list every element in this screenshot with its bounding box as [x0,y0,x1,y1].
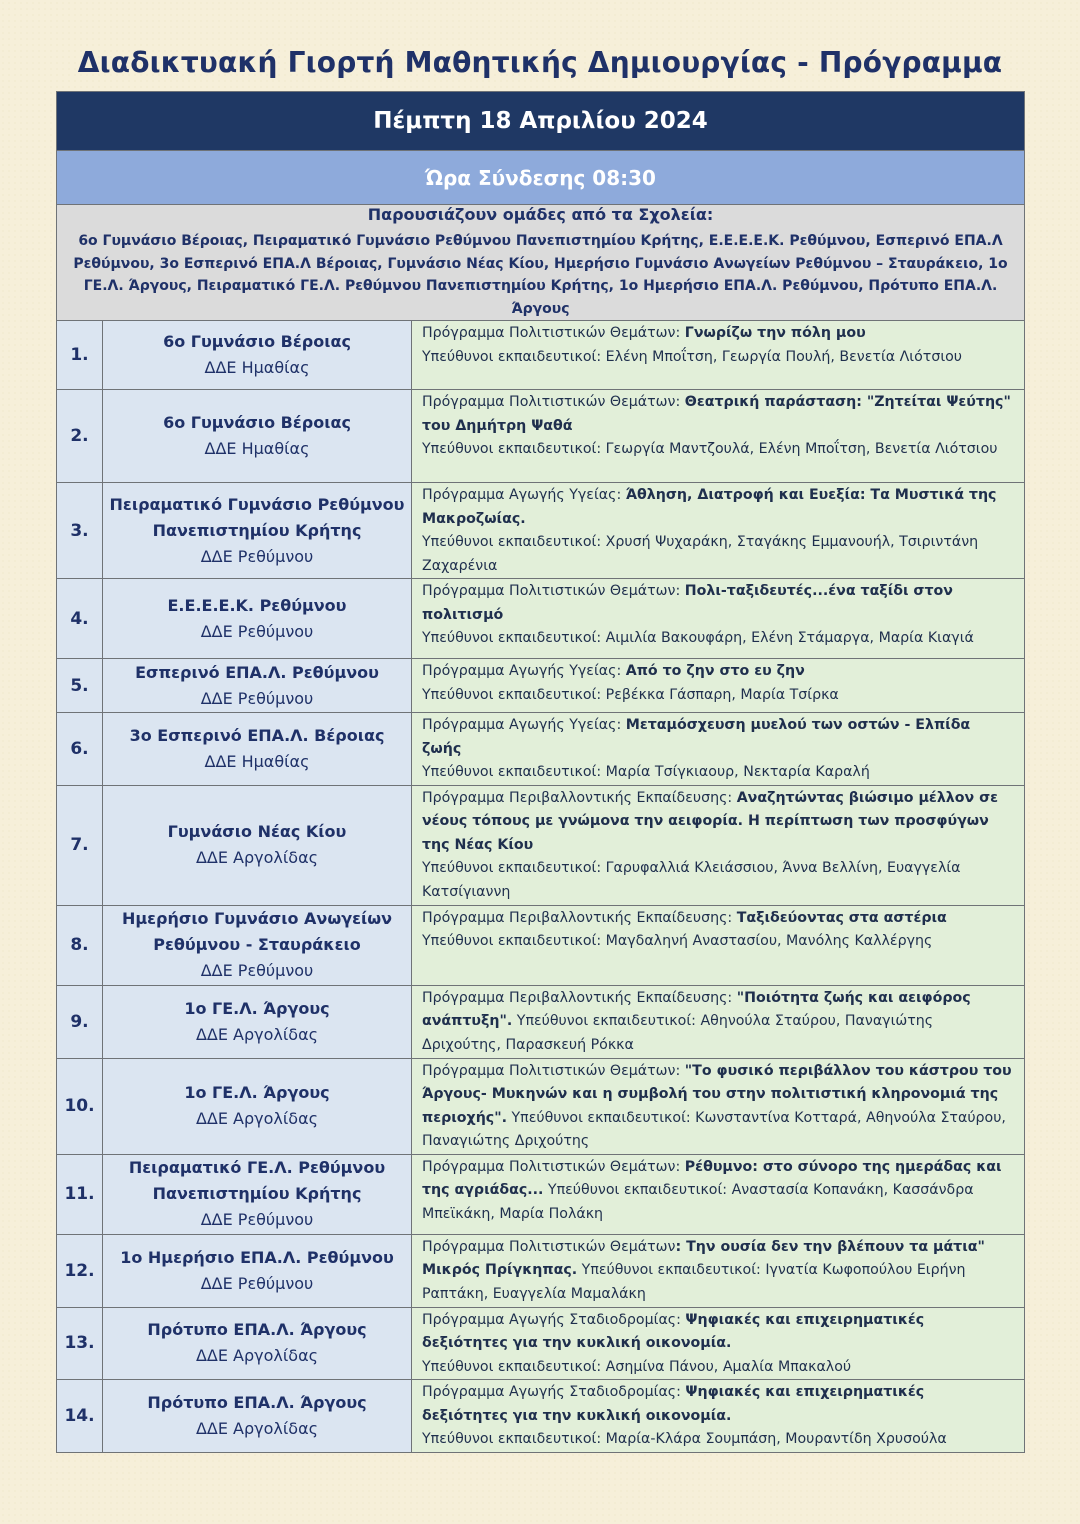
school-name: 3ο Εσπερινό ΕΠΑ.Λ. Βέροιας [129,725,385,745]
program-title: "Το φυσικό περιβάλλον του κάστρου του Άργους- Μυκηνών και η συμβολή του στην πολιτιστική κληρονομιά της περιοχής". [422,1062,1012,1126]
school-directorate: ΔΔΕ Αργολίδας [195,1024,319,1044]
program-title: Γνωρίζω την πόλη μου [684,325,866,341]
date-row [57,92,1025,151]
document-title: Διαδικτυακή Γιορτή Μαθητικής Δημιουργίας - Πρόγραμμα [77,46,1003,79]
responsible-label: Υπεύθυνοι εκπαιδευτικοί: [507,1109,696,1126]
table-row [57,1058,1025,1154]
row-number: 2. [57,390,103,483]
responsible-label: Υπεύθυνοι εκπαιδευτικοί: [422,534,606,550]
program-title: Ταξιδεύοντας στα αστέρια [736,909,947,926]
time-row [57,151,1025,205]
program-cell [412,1307,1025,1380]
responsible-label: Υπεύθυνοι εκπαιδευτικοί: [422,630,606,646]
school-directorate: ΔΔΕ Ημαθίας [204,358,310,377]
responsible-label: Υπεύθυνοι εκπαιδευτικοί: [577,1262,766,1278]
school-directorate: ΔΔΕ Ρεθύμνου [200,688,314,708]
program-label: Πρόγραμμα Αγωγής Υγείας: [422,487,626,503]
program-title: Πολι-ταξιδευτές...ένα ταξίδι στον πολιτισμό [422,583,953,623]
connection-time: Ώρα Σύνδεσης 08:30 [57,151,1025,205]
program-label: Πρόγραμμα Αγωγής Σταδιοδρομίας: [422,1311,686,1328]
school-directorate: ΔΔΕ Αργολίδας [195,848,319,867]
intro-row [57,205,1025,321]
responsible-names: Ιγνατία Κωφοπούλου Ειρήνη Ραπτάκη, Ευαγγελία Μαμαλάκη [422,1262,966,1302]
school-cell [103,321,412,390]
intro-school-list [57,230,1024,320]
school-cell [103,1058,412,1154]
responsible-names: Αναστασία Κοπανάκη, Κασσάνδρα Μπεϊκάκη, Μαρία Πολάκη [422,1182,974,1222]
program-cell [412,579,1025,659]
school-name: 1ο ΓΕ.Λ. Άργους [184,1083,330,1102]
responsible-names: Αιμιλία Βακουφάρη, Ελένη Στάμαργα, Μαρία Κιαγιά [605,630,974,646]
row-number: 6. [57,713,103,786]
row-number: 1. [57,321,103,390]
program-label: Πρόγραμμα Περιβαλλοντικής Εκπαίδευσης: [422,789,737,806]
program-title: Θεατρική παράσταση: "Ζητείται Ψεύτης" του Δημήτρη Ψαθά [422,394,1011,434]
program-cell [412,390,1025,483]
row-number: 9. [57,985,103,1058]
school-cell [103,985,412,1058]
row-number: 11. [57,1154,103,1234]
row-number: 8. [57,905,103,985]
school-cell [103,483,412,579]
school-name: 1ο ΓΕ.Λ. Άργους [184,998,330,1018]
program-cell [412,713,1025,786]
row-number: 14. [57,1380,103,1453]
row-number: 10. [57,1058,103,1154]
school-name: Πειραματικό ΓΕ.Λ. Ρεθύμνου Πανεπιστημίου Κρήτης [128,1158,386,1203]
school-cell [103,390,412,483]
table-row [57,579,1025,659]
table-row [57,1307,1025,1380]
program-label: Πρόγραμμα Αγωγής Υγείας: [422,717,626,733]
program-cell [412,659,1025,713]
program-title: Από το ζην στο ευ ζην [625,663,805,679]
program-label: Πρόγραμμα Πολιτιστικών Θεμάτων: [422,1158,685,1175]
school-cell [103,1380,412,1453]
schedule-table [56,91,1025,1453]
row-number: 12. [57,1234,103,1307]
school-cell [103,659,412,713]
responsible-names: Μαρία-Κλάρα Σουμπάση, Μουραντίδη Χρυσούλα [605,1431,947,1447]
program-title: Ρέθυμνο: στο σύνορο της ημεράδας και της αγριάδας... [422,1158,1002,1198]
responsible-names: Μαγδαληνή Αναστασίου, Μανόλης Καλλέργης [605,933,933,949]
responsible-label: Υπεύθυνοι εκπαιδευτικοί: [422,1431,606,1447]
row-number: 4. [57,579,103,659]
row-number: 13. [57,1307,103,1380]
program-cell [412,985,1025,1058]
table-row [57,713,1025,786]
program-label: Πρόγραμμα Αγωγής Σταδιοδρομίας: [422,1384,686,1400]
table-row [57,1234,1025,1307]
school-name: Πειραματικό Γυμνάσιο Ρεθύμνου Πανεπιστημίου Κρήτης [109,494,405,540]
date-heading: Πέμπτη 18 Απριλίου 2024 [57,92,1025,151]
row-number: 7. [57,785,103,905]
responsible-names: Ρεβέκκα Γάσπαρη, Μαρία Τσίρκα [605,686,839,703]
program-title: Ψηφιακές και επιχειρηματικές δεξιότητες για την κυκλική οικονομία. [422,1384,925,1424]
school-name: Ε.Ε.Ε.Ε.Κ. Ρεθύμνου [167,595,347,615]
table-row [57,905,1025,985]
table-row [57,985,1025,1058]
responsible-names: Γαρυφαλλιά Κλειάσσιου, Άννα Βελλίνη, Ευαγγελία Κατσίγιαννη [422,860,961,900]
school-cell [103,1307,412,1380]
school-directorate: ΔΔΕ Ημαθίας [204,439,310,458]
table-row [57,483,1025,579]
program-label: Πρόγραμμα Πολιτιστικών Θεμάτων [422,1238,676,1255]
table-row [57,1380,1025,1453]
program-label: Πρόγραμμα Περιβαλλοντικής Εκπαίδευσης: [422,909,737,926]
responsible-label: Υπεύθυνοι εκπαιδευτικοί: [422,686,606,703]
responsible-names: Κωνσταντίνα Κοτταρά, Αθηνούλα Σταύρου, Παναγιώτης Δριχούτης [422,1109,1006,1149]
responsible-label: Υπεύθυνοι εκπαιδευτικοί: [422,860,606,876]
intro-line: ΓΕ.Λ. Άργους, Πειραματικό ΓΕ.Λ. Ρεθύμνου Πανεπιστημίου Κρήτης, 1ο Ημερήσιο ΕΠΑ.Λ. Ρεθύμνου, Πρότυπο ΕΠΑ.Λ. Άργους [83,278,998,317]
school-directorate: ΔΔΕ Αργολίδας [195,1418,319,1438]
responsible-label: Υπεύθυνοι εκπαιδευτικοί: [422,441,606,457]
school-name: 6ο Γυμνάσιο Βέροιας [163,332,351,351]
school-name: 1ο Ημερήσιο ΕΠΑ.Λ. Ρεθύμνου [120,1247,394,1267]
table-row [57,659,1025,713]
program-label: Πρόγραμμα Πολιτιστικών Θεμάτων: [422,583,685,599]
school-cell [103,905,412,985]
program-cell [412,1234,1025,1307]
school-name: 6ο Γυμνάσιο Βέροιας [163,413,351,432]
row-number: 3. [57,483,103,579]
school-directorate: ΔΔΕ Ημαθίας [204,751,310,771]
intro-line: 6ο Γυμνάσιο Βέροιας, Πειραματικό Γυμνάσιο Ρεθύμνου Πανεπιστημίου Κρήτης, Ε.Ε.Ε.Ε.Κ. Ρεθύμνου, Εσπερινό ΕΠΑ.Λ [78,233,1003,249]
school-cell [103,1154,412,1234]
program-cell [412,1058,1025,1154]
program-label: Πρόγραμμα Περιβαλλοντικής Εκπαίδευσης: [422,989,737,1006]
program-title: Ψηφιακές και επιχειρηματικές δεξιότητες για την κυκλική οικονομία. [422,1311,925,1351]
program-title: "Ποιότητα ζωής και αειφόρος ανάπτυξη". [422,989,971,1029]
responsible-label: Υπεύθυνοι εκπαιδευτικοί: [512,1013,701,1029]
intro-line: Ρεθύμνου, 3ο Εσπερινό ΕΠΑ.Λ Βέροιας, Γυμνάσιο Νέας Κίου, Ημερήσιο Γυμνάσιο Ανωγείων Ρεθύμνου – Σταυράκειο, 1ο [73,255,1008,272]
responsible-label: Υπεύθυνοι εκπαιδευτικοί: [422,1358,606,1375]
school-directorate: ΔΔΕ Ρεθύμνου [200,1210,314,1229]
program-cell [412,1380,1025,1453]
program-label: Πρόγραμμα Πολιτιστικών Θεμάτων: [422,394,685,410]
program-title: Μεταμόσχευση μυελού των οστών - Ελπίδα ζωής [422,717,971,757]
school-name: Γυμνάσιο Νέας Κίου [167,822,347,841]
responsible-label: Υπεύθυνοι εκπαιδευτικοί: [422,933,606,949]
program-cell [412,905,1025,985]
program-label: Πρόγραμμα Πολιτιστικών Θεμάτων: [422,325,685,341]
program-cell [412,483,1025,579]
program-title: Αναζητώντας βιώσιμο μέλλον σε νέους τόπους με γνώμονα την αειφορία. Η περίπτωση των προσφύγων της Νέας Κίου [422,789,999,853]
responsible-names: Αθηνούλα Σταύρου, Παναγιώτης Δριχούτης, Παρασκευή Ρόκκα [422,1013,934,1053]
table-row [57,321,1025,390]
responsible-label: Υπεύθυνοι εκπαιδευτικοί: [543,1182,732,1198]
school-directorate: ΔΔΕ Αργολίδας [195,1109,319,1128]
table-row [57,785,1025,905]
school-cell [103,579,412,659]
responsible-names: Ελένη Μποΐτση, Γεωργία Πουλή, Βενετία Λιότσιου [605,348,963,365]
school-name: Πρότυπο ΕΠΑ.Λ. Άργους [147,1392,367,1412]
program-cell [412,785,1025,905]
responsible-names: Γεωργία Μαντζουλά, Ελένη Μποΐτση, Βενετία Λιότσιου [605,441,998,457]
school-directorate: ΔΔΕ Ρεθύμνου [200,1273,314,1293]
school-directorate: ΔΔΕ Ρεθύμνου [200,546,314,566]
table-row [57,390,1025,483]
school-directorate: ΔΔΕ Ρεθύμνου [200,961,314,980]
school-directorate: ΔΔΕ Ρεθύμνου [200,621,314,641]
school-name: Ημερήσιο Γυμνάσιο Ανωγείων Ρεθύμνου - Σταυράκειο [121,909,393,954]
school-directorate: ΔΔΕ Αργολίδας [195,1346,319,1366]
school-name: Εσπερινό ΕΠΑ.Λ. Ρεθύμνου [135,662,379,682]
program-label: Πρόγραμμα Πολιτιστικών Θεμάτων: [422,1062,685,1079]
program-cell [412,1154,1025,1234]
program-label: Πρόγραμμα Αγωγής Υγείας: [422,663,626,679]
intro-cell [57,205,1025,321]
program-title: Άθληση, Διατροφή και Ευεξία: Τα Μυστικά της Μακροζωίας. [422,487,997,527]
table-row [57,1154,1025,1234]
responsible-names: Μαρία Τσίγκιαουρ, Νεκταρία Καραλή [605,764,870,780]
school-name: Πρότυπο ΕΠΑ.Λ. Άργους [147,1320,367,1340]
responsible-label: Υπεύθυνοι εκπαιδευτικοί: [422,348,606,365]
program-cell [412,321,1025,390]
school-cell [103,713,412,786]
row-number: 5. [57,659,103,713]
school-cell [103,785,412,905]
responsible-names: Ασημίνα Πάνου, Αμαλία Μπακαλού [605,1358,852,1375]
responsible-names: Χρυσή Ψυχαράκη, Σταγάκης Εμμανουήλ, Τσιριντάνη Ζαχαρένια [422,534,979,574]
school-cell [103,1234,412,1307]
responsible-label: Υπεύθυνοι εκπαιδευτικοί: [422,764,606,780]
intro-heading: Παρουσιάζουν ομάδες από τα Σχολεία: [367,205,714,224]
program-title: : Την ουσία δεν την βλέπουν τα μάτια" Μικρός Πρίγκηπας. [422,1238,985,1278]
